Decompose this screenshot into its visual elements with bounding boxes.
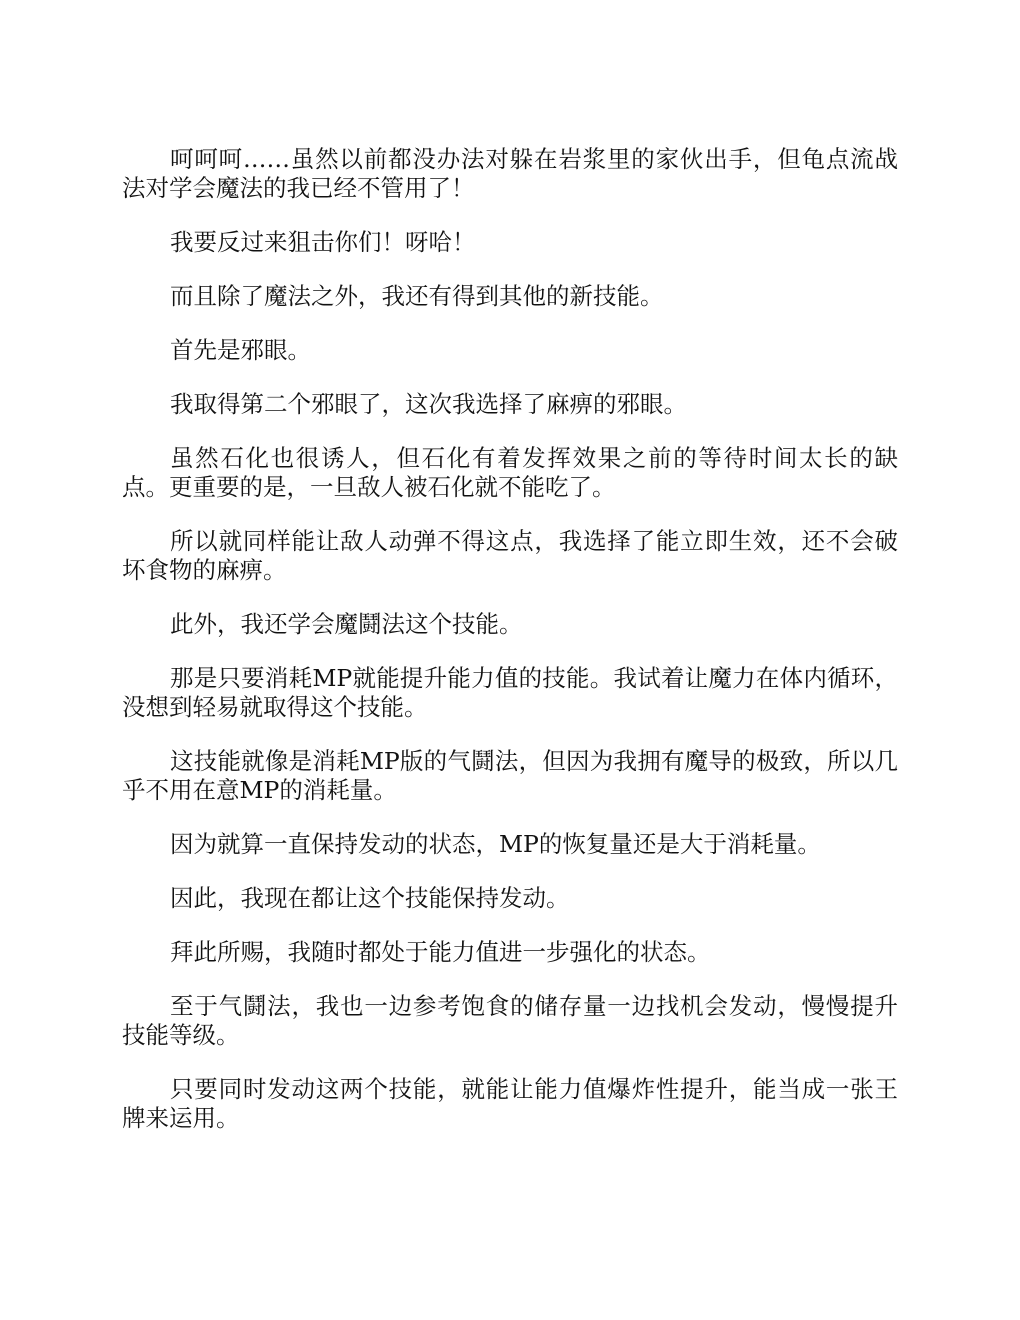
paragraph: 而且除了魔法之外，我还有得到其他的新技能。 [170, 282, 664, 310]
paragraph: 我取得第二个邪眼了，这次我选择了麻痹的邪眼。 [170, 390, 687, 418]
paragraph: 此外，我还学会魔鬪法这个技能。 [170, 610, 523, 638]
paragraph: 拜此所赐，我随时都处于能力值进一步强化的状态。 [170, 938, 711, 966]
document-body [122, 145, 898, 1158]
paragraph: 那是只要消耗MP就能提升能力值的技能。我试着让魔力在体内循环，没想到轻易就取得这个技能。 [122, 664, 898, 721]
paragraph: 首先是邪眼。 [170, 336, 311, 364]
paragraph: 虽然石化也很诱人，但石化有着发挥效果之前的等待时间太长的缺点。更重要的是，一旦敌人被石化就不能吃了。 [122, 444, 898, 501]
paragraph: 只要同时发动这两个技能，就能让能力值爆炸性提升，能当成一张王牌来运用。 [122, 1075, 898, 1132]
paragraph: 我要反过来狙击你们！呀哈！ [170, 228, 476, 256]
paragraph: 因此，我现在都让这个技能保持发动。 [170, 884, 570, 912]
paragraph: 所以就同样能让敌人动弹不得这点，我选择了能立即生效，还不会破坏食物的麻痹。 [122, 527, 898, 584]
paragraph: 呵呵呵……虽然以前都没办法对躲在岩浆里的家伙出手，但龟点流战法对学会魔法的我已经不管用了！ [122, 145, 898, 202]
paragraph: 至于气鬪法，我也一边参考饱食的储存量一边找机会发动，慢慢提升技能等级。 [122, 992, 898, 1049]
paragraph: 这技能就像是消耗MP版的气鬪法，但因为我拥有魔导的极致，所以几乎不用在意MP的消耗量。 [122, 747, 898, 804]
paragraph: 因为就算一直保持发动的状态，MP的恢复量还是大于消耗量。 [170, 830, 821, 858]
